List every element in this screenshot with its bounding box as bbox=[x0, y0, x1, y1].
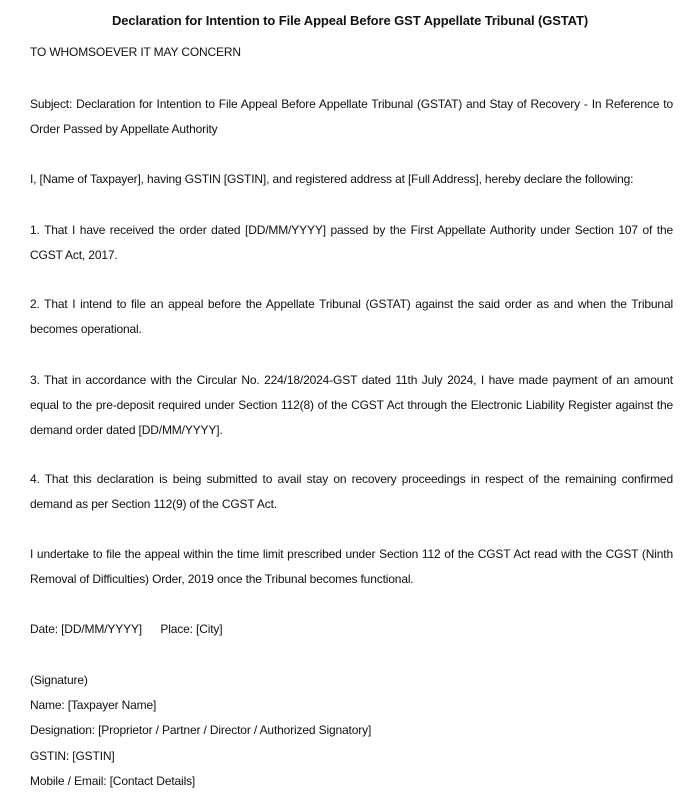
date-place-line bbox=[30, 617, 673, 642]
document-title: Declaration for Intention to File Appeal Before GST Appellate Tribunal (GSTAT) bbox=[111, 13, 589, 28]
declaration-point-3: 3. That in accordance with the Circular No. 224/18/2024-GST dated 11th July 2024, I have made payment of an amount equal to the pre-deposit required under Section 112(8) of the CGST Act through the Electronic Liability Register against the demand order dated [DD/MM/YYYY]. bbox=[30, 373, 673, 437]
subject-paragraph: Subject: Declaration for Intention to File Appeal Before Appellate Tribunal (GSTAT) and Stay of Recovery - In Reference to Order Passed by Appellate Authority bbox=[30, 97, 673, 136]
declaration-intro: I, [Name of Taxpayer], having GSTIN [GSTIN], and registered address at [Full Address], hereby declare the following: bbox=[30, 172, 634, 186]
declaration-point-1: 1. That I have received the order dated [DD/MM/YYYY] passed by the First Appellate Authority under Section 107 of the CGST Act, 2017. bbox=[30, 223, 673, 262]
date-field: Date: [DD/MM/YYYY] bbox=[30, 622, 142, 636]
signature-label: (Signature) bbox=[30, 673, 88, 687]
declaration-point-4: 4. That this declaration is being submitted to avail stay on recovery proceedings in respect of the remaining confirmed demand as per Section 112(9) of the CGST Act. bbox=[30, 472, 673, 511]
declaration-point-2: 2. That I intend to file an appeal before the Appellate Tribunal (GSTAT) against the said order as and when the Tribunal becomes operational. bbox=[30, 297, 673, 336]
place-field: Place: [City] bbox=[160, 622, 223, 636]
undertaking-paragraph: I undertake to file the appeal within the time limit prescribed under Section 112 of the CGST Act read with the CGST (Ninth Removal of Difficulties) Order, 2019 once the Tribunal becomes functional. bbox=[30, 547, 673, 586]
designation-field: Designation: [Proprietor / Partner / Director / Authorized Signatory] bbox=[30, 723, 372, 737]
salutation: TO WHOMSOEVER IT MAY CONCERN bbox=[30, 45, 241, 59]
gstin-field: GSTIN: [GSTIN] bbox=[30, 749, 115, 763]
contact-field: Mobile / Email: [Contact Details] bbox=[30, 774, 196, 788]
name-field: Name: [Taxpayer Name] bbox=[30, 698, 157, 712]
